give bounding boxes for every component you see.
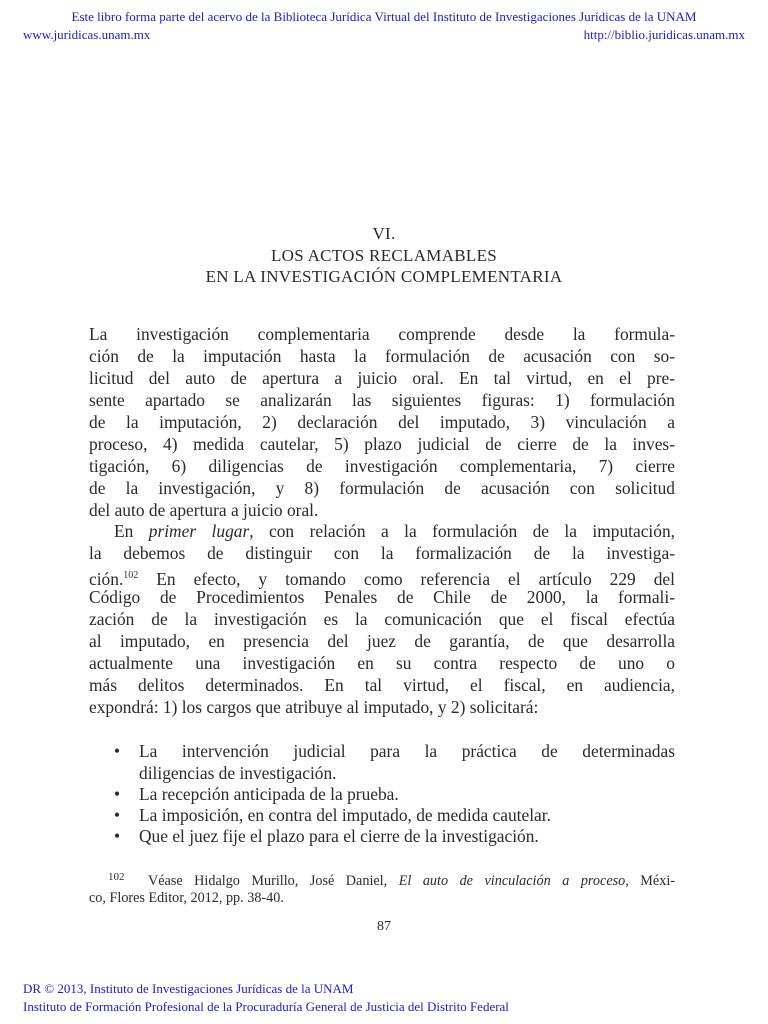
text-line: expondrá: 1) los cargos que atribuye al imputado, y 2) solicitará:	[89, 697, 539, 717]
list-item: Que el juez fije el plazo para el cierre de la investigación.	[139, 826, 539, 846]
bullet-marker: •	[114, 784, 121, 804]
text-line: ción de la imputación hasta la formulación de acusación con so-	[89, 346, 675, 366]
footnote-book-title: El auto de vinculación a proceso,	[398, 873, 629, 889]
text-line: zación de la investigación es la comunicación que el fiscal efectúa	[89, 609, 675, 629]
text-line: sente apartado se analizarán las siguientes figuras: 1) formulación	[89, 390, 675, 410]
list-item: La recepción anticipada de la prueba.	[139, 784, 399, 804]
text-line: ción.$^{102}$ En efecto, y tomando como referencia el artículo 229 del	[89, 568, 675, 589]
text-line: proceso, 4) medida cautelar, 5) plazo judicial de cierre de la inves-	[89, 434, 675, 454]
copyright-line: DR © 2013, Instituto de Investigaciones Jurídicas de la UNAM	[23, 981, 354, 996]
biblio-link[interactable]: http://biblio.juridicas.unam.mx	[583, 27, 745, 42]
bullet-marker: •	[114, 805, 121, 825]
bullet-marker: •	[114, 741, 121, 761]
list-item: La imposición, en contra del imputado, de medida cautelar.	[139, 805, 551, 825]
library-notice: Este libro forma parte del acervo de la Biblioteca Jurídica Virtual del Instituto de Investigaciones Jurídicas de la UNAM	[71, 9, 697, 24]
list-item-continuation: diligencias de investigación.	[139, 763, 337, 783]
chapter-title-line-1: LOS ACTOS RECLAMABLES	[270, 246, 498, 265]
list-item: La intervención judicial para la práctica de determinadas	[139, 741, 675, 761]
text-line: al imputado, en presencia del juez de garantía, de que desarrolla	[89, 631, 675, 651]
text-line: licitud del auto de apertura a juicio oral. En tal virtud, en el pre-	[89, 368, 675, 388]
text-line: Código de Procedimientos Penales de Chile de 2000, la formali-	[89, 587, 675, 607]
institute-line: Instituto de Formación Profesional de la Procuraduría General de Justicia del Distrito Federal	[23, 999, 509, 1014]
page-number: 87	[377, 919, 391, 934]
chapter-title-line-2: EN LA INVESTIGACIÓN COMPLEMENTARIA	[205, 267, 563, 286]
text-line: del auto de apertura a juicio oral.	[89, 500, 319, 520]
text-line: más delitos determinados. En tal virtud, el fiscal, en audiencia,	[89, 675, 675, 695]
text-line: la debemos de distinguir con la formalización de la investiga-	[89, 543, 675, 563]
footnote-ref[interactable]: 102	[123, 570, 139, 581]
text-line: En primer lugar, con relación a la formulación de la imputación,	[114, 521, 676, 541]
text-line: de la investigación, y 8) formulación de acusación con solicitud	[89, 478, 675, 498]
text-line: de la imputación, 2) declaración del imputado, 3) vinculación a	[89, 412, 675, 432]
bullet-marker: •	[114, 826, 121, 846]
juridicas-link[interactable]: www.juridicas.unam.mx	[23, 27, 151, 42]
footnote-line: Véase Hidalgo Murillo, José Daniel, El auto de vinculación a proceso, Méxi-	[148, 873, 675, 889]
emphasis: primer lugar	[148, 521, 250, 541]
footnote-number: 102	[108, 871, 125, 883]
chapter-number: VI.	[372, 224, 396, 243]
text-line: La investigación complementaria comprende desde la formula-	[89, 324, 675, 344]
text-line: tigación, 6) diligencias de investigación complementaria, 7) cierre	[89, 456, 675, 476]
text-line: actualmente una investigación en su contra respecto de uno o	[89, 653, 675, 673]
footnote-line: co, Flores Editor, 2012, pp. 38-40.	[89, 890, 284, 906]
